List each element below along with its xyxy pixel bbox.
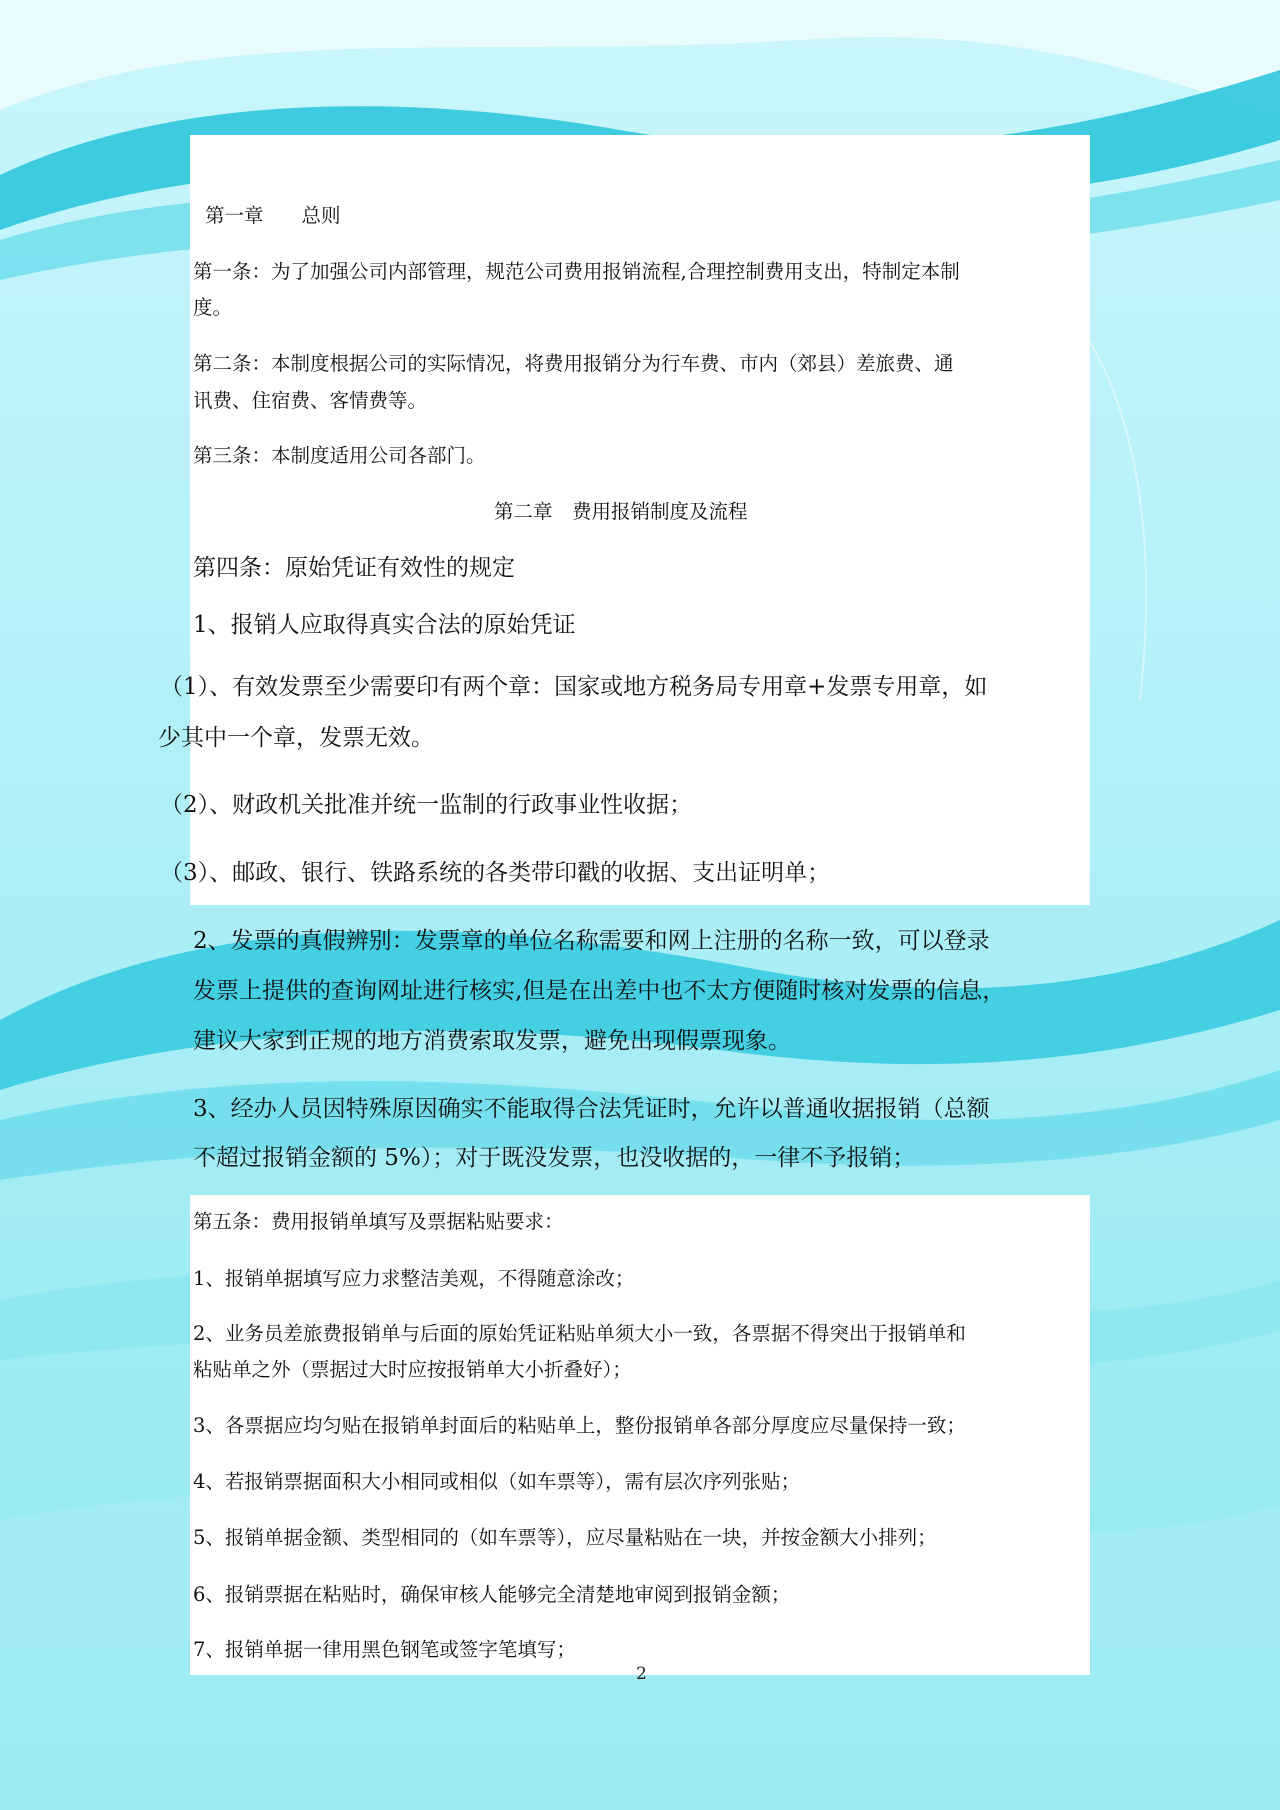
article4-title: 第四条：原始凭证有效性的规定 xyxy=(193,555,515,581)
item3-line2: 不超过报销金额的 5%）；对于既没发票，也没收据的，一律不予报销； xyxy=(193,1145,916,1171)
chapter1-heading xyxy=(205,200,341,228)
article5-rule4: 4、若报销票据面积大小相同或相似（如车票等），需有层次序列张贴； xyxy=(193,1470,801,1493)
item2-line2: 发票上提供的查询网址进行核实,但是在出差中也不太方便随时核对发票的信息， xyxy=(193,978,1006,1004)
item2-line1: 2、发票的真假辨别：发票章的单位名称需要和网上注册的名称一致，可以登录 xyxy=(193,928,990,954)
article5-rule3: 3、各票据应均匀贴在报销单封面后的粘贴单上，整份报销单各部分厚度应尽量保持一致； xyxy=(193,1414,966,1437)
article5-title: 第五条：费用报销单填写及票据粘贴要求： xyxy=(193,1210,564,1233)
chapter1-number: 第一章 xyxy=(205,204,264,227)
sub-item1-line2: 少其中一个章，发票无效。 xyxy=(158,725,434,751)
page-number: 2 xyxy=(636,1664,647,1684)
sub-item2: （2）、财政机关批准并统一监制的行政事业性收据； xyxy=(160,792,693,818)
item2-line3: 建议大家到正规的地方消费索取发票，避免出现假票现象。 xyxy=(193,1028,791,1054)
article3: 第三条：本制度适用公司各部门。 xyxy=(193,444,486,467)
sub-item1-line1: （1）、有效发票至少需要印有两个章：国家或地方税务局专用章+发票专用章，如 xyxy=(160,674,988,700)
item3-line1: 3、经办人员因特殊原因确实不能取得合法凭证时，允许以普通收据报销（总额 xyxy=(193,1096,990,1122)
article5-rule2-line1: 2、业务员差旅费报销单与后面的原始凭证粘贴单须大小一致，各票据不得突出于报销单和 xyxy=(193,1322,966,1345)
chapter1-name: 总则 xyxy=(301,204,341,227)
article5-rule2-line2: 粘贴单之外（票据过大时应按报销单大小折叠好）； xyxy=(193,1358,632,1381)
item1: 1、报销人应取得真实合法的原始凭证 xyxy=(193,612,576,638)
article5-rule1: 1、报销单据填写应力求整洁美观，不得随意涂改； xyxy=(193,1267,635,1290)
article5-rule6: 6、报销票据在粘贴时，确保审核人能够完全清楚地审阅到报销金额； xyxy=(193,1583,791,1606)
article2-line1: 第二条：本制度根据公司的实际情况，将费用报销分为行车费、市内（郊县）差旅费、通 xyxy=(193,352,954,375)
chapter2-heading: 第二章 费用报销制度及流程 xyxy=(494,500,748,523)
article1-line1: 第一条：为了加强公司内部管理，规范公司费用报销流程,合理控制费用支出，特制定本制 xyxy=(193,260,960,283)
article5-rule5: 5、报销单据金额、类型相同的（如车票等），应尽量粘贴在一块，并按金额大小排列； xyxy=(193,1526,937,1549)
sub-item3: （3）、邮政、银行、铁路系统的各类带印戳的收据、支出证明单； xyxy=(160,860,831,886)
article1-line2: 度。 xyxy=(193,296,233,319)
article5-rule7: 7、报销单据一律用黑色钢笔或签字笔填写； xyxy=(193,1638,576,1661)
article2-line2: 讯费、住宿费、客情费等。 xyxy=(193,389,428,412)
